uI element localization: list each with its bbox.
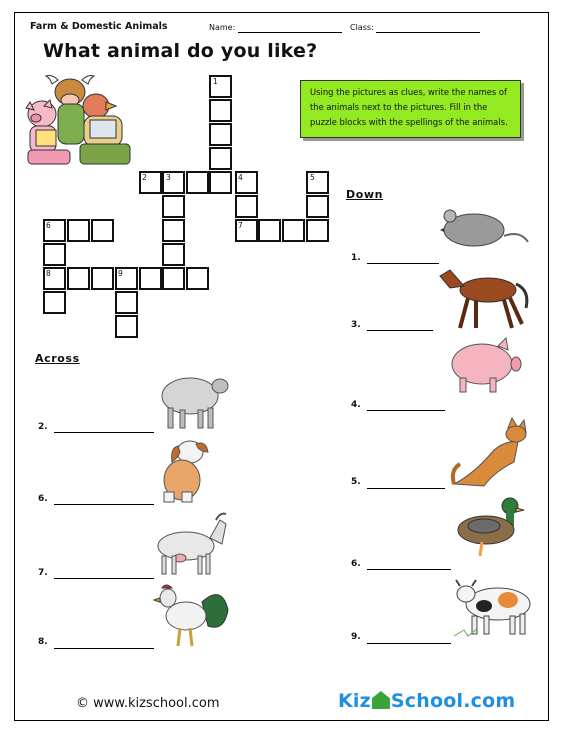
pig-picture [446, 336, 522, 396]
grid-cell[interactable] [209, 123, 232, 146]
grid-cell[interactable] [209, 171, 232, 194]
class-field[interactable] [376, 32, 480, 33]
grid-number: 5 [310, 173, 315, 182]
answer-line[interactable] [367, 488, 445, 489]
grid-cell[interactable] [235, 195, 258, 218]
cow-picture [454, 576, 536, 638]
across-clue-number: 7. [38, 568, 48, 578]
grid-number: 6 [46, 221, 51, 230]
grid-number: 9 [118, 269, 123, 278]
grid-cell[interactable] [209, 147, 232, 170]
down-clue-number: 6. [351, 559, 361, 569]
across-clue-number: 6. [38, 494, 48, 504]
grid-cell[interactable] [186, 171, 209, 194]
class-label: Class: [350, 23, 374, 32]
grid-number: 2 [142, 173, 147, 182]
grid-cell[interactable] [115, 291, 138, 314]
grid-cell[interactable] [162, 195, 185, 218]
across-clue-number: 2. [38, 422, 48, 432]
grid-cell[interactable] [162, 267, 185, 290]
grid-cell[interactable] [91, 267, 114, 290]
answer-line[interactable] [367, 569, 451, 570]
down-clue-number: 3. [351, 320, 361, 330]
grid-cell[interactable] [209, 99, 232, 122]
answer-line[interactable] [367, 410, 445, 411]
grid-cell[interactable] [282, 219, 305, 242]
grid-number: 3 [166, 173, 171, 182]
school-house-icon [372, 691, 390, 709]
down-clue-number: 1. [351, 253, 361, 263]
across-clue-number: 8. [38, 637, 48, 647]
worksheet-topic: Farm & Domestic Animals [30, 21, 168, 32]
across-heading: Across [35, 352, 80, 365]
grid-cell[interactable] [186, 267, 209, 290]
grid-cell[interactable] [258, 219, 281, 242]
grid-number: 8 [46, 269, 51, 278]
logo-school: School.com [390, 690, 516, 712]
kizschool-logo[interactable] [338, 690, 515, 712]
cat-picture [448, 414, 528, 488]
answer-line[interactable] [54, 648, 154, 649]
name-field[interactable] [238, 32, 342, 33]
grid-cell[interactable] [43, 243, 66, 266]
answer-line[interactable] [54, 432, 154, 433]
grid-cell[interactable] [115, 315, 138, 338]
answer-line[interactable] [54, 578, 154, 579]
goat-picture [150, 512, 230, 576]
instructions-box: Using the pictures as clues, write the names of the animals next to the pictures. Fill in the puzzle blocks with the spellings of the animals. [300, 80, 521, 138]
mouse-picture [440, 204, 530, 254]
name-label: Name: [209, 23, 236, 32]
grid-cell[interactable] [139, 267, 162, 290]
horse-picture [436, 262, 532, 332]
down-clue-number: 4. [351, 400, 361, 410]
copyright-text[interactable]: © www.kizschool.com [76, 696, 220, 711]
grid-cell[interactable] [43, 291, 66, 314]
grid-cell[interactable] [91, 219, 114, 242]
dog-picture [156, 438, 212, 504]
grid-cell[interactable] [306, 219, 329, 242]
sheep-picture [156, 372, 232, 430]
rooster-picture [150, 582, 230, 650]
duck-picture [454, 494, 524, 560]
down-clue-number: 5. [351, 477, 361, 487]
answer-line[interactable] [367, 330, 433, 331]
answer-line[interactable] [367, 643, 451, 644]
down-heading: Down [346, 188, 384, 201]
grid-cell[interactable] [162, 243, 185, 266]
grid-number: 1 [213, 77, 218, 86]
grid-cell[interactable] [67, 267, 90, 290]
grid-cell[interactable] [67, 219, 90, 242]
grid-cell[interactable] [306, 195, 329, 218]
down-clue-number: 9. [351, 632, 361, 642]
logo-kiz: Kiz [338, 690, 371, 712]
reading-animals-illustration [22, 72, 132, 172]
answer-line[interactable] [54, 504, 154, 505]
grid-number: 4 [238, 173, 243, 182]
page-title: What animal do you like? [43, 40, 318, 62]
answer-line[interactable] [367, 263, 439, 264]
grid-cell[interactable] [162, 219, 185, 242]
grid-number: 7 [238, 221, 243, 230]
